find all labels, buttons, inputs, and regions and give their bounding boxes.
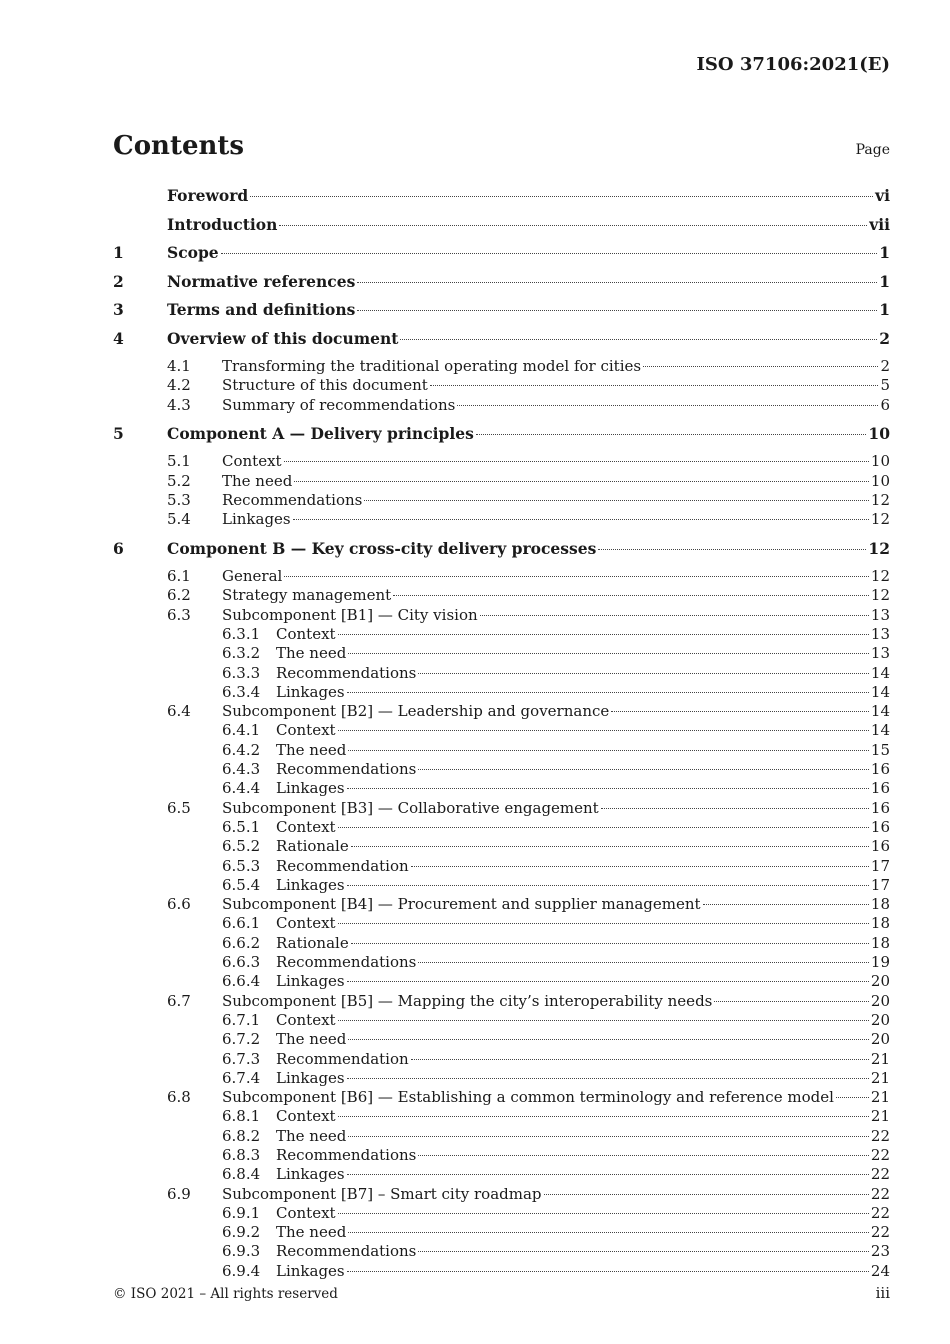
- toc-entry-number: 6.4: [167, 702, 191, 721]
- toc-entry-page: 21: [870, 1049, 890, 1068]
- toc-entry[interactable]: [113, 837, 890, 856]
- toc-entry-page: 21: [870, 1107, 890, 1126]
- toc-entry[interactable]: [113, 799, 890, 818]
- dot-leader: [221, 253, 878, 254]
- toc-entry[interactable]: [113, 1146, 890, 1165]
- toc-entry-number: 6.7.1: [222, 1010, 261, 1029]
- toc-entry-number: 6.8.3: [222, 1145, 261, 1164]
- dot-leader: [643, 366, 878, 367]
- dot-leader: [544, 1194, 869, 1195]
- toc-entry-number: 6.3.1: [222, 624, 261, 643]
- toc-entry-page: 14: [870, 663, 890, 682]
- toc-entry[interactable]: [113, 953, 890, 972]
- dot-leader: [601, 808, 869, 809]
- toc-entry-page: 14: [870, 721, 890, 740]
- dot-leader: [347, 1078, 869, 1079]
- dot-leader: [351, 846, 869, 847]
- toc-entry-page: 18: [870, 933, 890, 952]
- toc-entry[interactable]: [113, 1069, 890, 1088]
- toc-entry-number: 2: [113, 271, 124, 291]
- dot-leader: [418, 962, 869, 963]
- toc-entry-page: 23: [870, 1242, 890, 1261]
- toc-entry-title: Scope: [167, 243, 219, 262]
- toc-entry-page: 2: [879, 328, 890, 348]
- toc-entry-title: Structure of this document: [222, 376, 428, 395]
- toc-entry-page: 16: [870, 779, 890, 798]
- toc-entry-title: Linkages: [222, 510, 291, 529]
- toc-entry[interactable]: [113, 186, 890, 215]
- toc-entry[interactable]: [113, 1127, 890, 1146]
- toc-entry[interactable]: [113, 625, 890, 644]
- toc-entry-page: 10: [870, 471, 890, 490]
- toc-entry[interactable]: [113, 644, 890, 663]
- dot-leader: [418, 1251, 869, 1252]
- dot-leader: [364, 500, 869, 501]
- dot-leader: [351, 943, 869, 944]
- toc-entry-page: 12: [870, 586, 890, 605]
- toc-entry[interactable]: [113, 272, 890, 301]
- toc-entry[interactable]: [113, 491, 890, 510]
- copyright-notice: © ISO 2021 – All rights reserved: [113, 1286, 338, 1302]
- dot-leader: [284, 576, 869, 577]
- toc-entry-page: 13: [870, 644, 890, 663]
- toc-entry-number: 5.3: [167, 490, 191, 509]
- toc-entry-page: 14: [870, 682, 890, 701]
- toc-entry[interactable]: [113, 376, 890, 395]
- toc-entry-page: 22: [870, 1203, 890, 1222]
- toc-entry-page: 24: [870, 1261, 890, 1280]
- toc-entry-number: 6.9: [167, 1184, 191, 1203]
- toc-entry-title: Context: [276, 1010, 336, 1029]
- toc-entry-number: 6.5.2: [222, 837, 261, 856]
- dot-leader: [347, 981, 869, 982]
- toc-entry-title: Recommendations: [276, 1145, 417, 1164]
- toc-entry-page: 20: [870, 1030, 890, 1049]
- dot-leader: [284, 461, 869, 462]
- toc-entry-number: 6.8.2: [222, 1126, 261, 1145]
- toc-entry-title: The need: [222, 471, 293, 490]
- toc-entry[interactable]: [113, 934, 890, 953]
- toc-entry[interactable]: [113, 721, 890, 740]
- dot-leader: [348, 750, 869, 751]
- dot-leader: [357, 310, 877, 311]
- toc-entry-number: 5: [113, 423, 124, 443]
- toc-entry-page: 16: [870, 817, 890, 836]
- toc-entry[interactable]: [113, 895, 890, 914]
- toc-entry-page: 16: [870, 798, 890, 817]
- toc-entry-page: 15: [870, 740, 890, 759]
- dot-leader: [703, 904, 869, 905]
- toc-entry-title: Linkages: [276, 1068, 345, 1087]
- toc-entry-number: 4.2: [167, 376, 191, 395]
- dot-leader: [338, 827, 869, 828]
- toc-entry-number: 6.3.4: [222, 682, 261, 701]
- toc-entry-title: Transforming the traditional operating model for cities: [222, 357, 642, 375]
- dot-leader: [411, 1059, 869, 1060]
- toc-entry[interactable]: [113, 1242, 890, 1261]
- dot-leader: [347, 692, 869, 693]
- toc-entry-title: Context: [276, 721, 336, 740]
- toc-entry-title: General: [222, 567, 283, 586]
- toc-entry-title: Recommendation: [276, 856, 409, 875]
- toc-entry-title: Context: [276, 1203, 336, 1222]
- toc-entry-title: Linkages: [276, 1165, 345, 1184]
- toc-entry-page: 10: [868, 423, 890, 443]
- dot-leader: [338, 923, 869, 924]
- toc-entry-title: Introduction: [167, 214, 278, 234]
- toc-entry-page: 17: [870, 856, 890, 875]
- toc-entry-number: 6.4.2: [222, 740, 261, 759]
- dot-leader: [400, 339, 877, 340]
- toc-entry-page: 22: [870, 1223, 890, 1242]
- toc-entry-title: The need: [276, 740, 347, 759]
- toc-entry[interactable]: [113, 396, 890, 415]
- toc-entry-title: Rationale: [276, 837, 349, 856]
- toc-entry-title: Linkages: [276, 875, 345, 894]
- toc-entry[interactable]: [113, 300, 890, 329]
- page-number: iii: [875, 1284, 890, 1302]
- dot-leader: [347, 1174, 869, 1175]
- toc-entry-number: 6.7: [167, 991, 191, 1010]
- toc-entry[interactable]: [113, 1262, 890, 1281]
- dot-leader: [411, 866, 869, 867]
- toc-entry-page: 20: [870, 1010, 890, 1029]
- toc-entry-title: Linkages: [276, 779, 345, 798]
- toc-entry-number: 6.9.1: [222, 1203, 261, 1222]
- page-title: Contents: [113, 131, 245, 161]
- toc-entry-number: 6.3: [167, 605, 191, 624]
- toc-entry-number: 4.3: [167, 395, 191, 414]
- toc-entry-number: 3: [113, 300, 124, 319]
- toc-entry[interactable]: [113, 1107, 890, 1126]
- toc-entry-number: 6.6.2: [222, 933, 261, 952]
- toc-entry-page: 16: [870, 760, 890, 779]
- toc-entry-number: 6: [113, 538, 124, 558]
- toc-entry-page: vi: [875, 186, 890, 205]
- toc-entry-title: Strategy management: [222, 586, 392, 605]
- toc-entry-page: 21: [870, 1088, 890, 1107]
- toc-entry-number: 6.8: [167, 1088, 191, 1107]
- toc-entry-page: 12: [870, 567, 890, 586]
- toc-entry[interactable]: [113, 1223, 890, 1242]
- toc-entry-title: Subcomponent [B7] – Smart city roadmap: [222, 1184, 542, 1203]
- toc-entry-title: The need: [276, 1126, 347, 1145]
- toc-entry[interactable]: [113, 243, 890, 272]
- toc-entry-number: 6.7.3: [222, 1049, 261, 1068]
- toc-entry[interactable]: [113, 664, 890, 683]
- toc-entry-page: 19: [870, 953, 890, 972]
- toc-entry-number: 6.1: [167, 567, 191, 586]
- toc-entry[interactable]: [113, 876, 890, 895]
- dot-leader: [347, 885, 869, 886]
- toc-entry-page: 17: [870, 875, 890, 894]
- toc-entry-number: 6.4.1: [222, 721, 261, 740]
- dot-leader: [836, 1097, 869, 1098]
- dot-leader: [347, 1271, 869, 1272]
- toc-entry[interactable]: [113, 357, 890, 376]
- dot-leader: [348, 653, 869, 654]
- dot-leader: [348, 1232, 869, 1233]
- toc-entry-title: Linkages: [276, 1261, 345, 1280]
- toc-entry[interactable]: [113, 702, 890, 721]
- toc-entry-number: 5.2: [167, 471, 191, 490]
- toc-entry-page: 13: [870, 605, 890, 624]
- toc-entry-page: 12: [868, 538, 890, 558]
- dot-leader: [347, 788, 869, 789]
- toc-entry-number: 5.1: [167, 452, 191, 471]
- table-of-contents: [113, 186, 890, 1281]
- dot-leader: [338, 730, 869, 731]
- toc-entry[interactable]: [113, 586, 890, 605]
- toc-entry-page: 12: [870, 510, 890, 529]
- toc-entry-number: 6.3.3: [222, 663, 261, 682]
- toc-entry-title: Foreword: [167, 186, 249, 205]
- toc-entry[interactable]: [113, 1204, 890, 1223]
- toc-entry-title: The need: [276, 644, 347, 663]
- dot-leader: [294, 481, 869, 482]
- toc-entry-number: 6.8.1: [222, 1107, 261, 1126]
- toc-entry-number: 6.6.4: [222, 972, 261, 991]
- dot-leader: [279, 225, 867, 226]
- toc-entry-page: 20: [870, 991, 890, 1010]
- toc-entry[interactable]: [113, 567, 890, 586]
- toc-entry[interactable]: [113, 510, 890, 529]
- toc-entry[interactable]: [113, 1165, 890, 1184]
- toc-entry-page: 18: [870, 914, 890, 933]
- toc-entry[interactable]: [113, 539, 890, 568]
- toc-entry-title: Context: [276, 914, 336, 933]
- toc-entry-page: 13: [870, 624, 890, 643]
- dot-leader: [611, 711, 869, 712]
- toc-entry-number: 5.4: [167, 510, 191, 529]
- toc-entry[interactable]: [113, 472, 890, 491]
- toc-entry-number: 4: [113, 328, 124, 348]
- dot-leader: [476, 434, 867, 435]
- dot-leader: [293, 519, 869, 520]
- toc-entry[interactable]: [113, 779, 890, 798]
- toc-entry[interactable]: [113, 452, 890, 471]
- dot-leader: [418, 769, 869, 770]
- toc-entry[interactable]: [113, 1088, 890, 1107]
- toc-entry-number: 6.6: [167, 895, 191, 914]
- toc-entry-title: Normative references: [167, 271, 356, 291]
- toc-entry-page: 2: [880, 357, 890, 375]
- dot-leader: [338, 1020, 869, 1021]
- toc-entry-number: 6.5.1: [222, 817, 261, 836]
- toc-entry-title: The need: [276, 1030, 347, 1049]
- toc-entry-page: vii: [869, 214, 890, 234]
- dot-leader: [598, 549, 866, 550]
- toc-entry-page: 1: [879, 243, 890, 262]
- toc-entry-page: 21: [870, 1068, 890, 1087]
- page-column-label: Page: [855, 142, 890, 158]
- toc-entry-title: Subcomponent [B3] — Collaborative engagement: [222, 798, 599, 817]
- toc-entry-title: Terms and definitions: [167, 300, 356, 319]
- dot-leader: [348, 1039, 869, 1040]
- toc-entry-number: 6.5: [167, 798, 191, 817]
- toc-entry-title: Subcomponent [B6] — Establishing a common terminology and reference model: [222, 1088, 834, 1107]
- toc-entry-page: 14: [870, 702, 890, 721]
- dot-leader: [357, 282, 877, 283]
- toc-entry-title: Linkages: [276, 682, 345, 701]
- toc-entry-title: Component A — Delivery principles: [167, 423, 474, 443]
- dot-leader: [338, 634, 869, 635]
- dot-leader: [714, 1001, 869, 1002]
- toc-entry-page: 10: [870, 452, 890, 471]
- toc-entry-number: 6.7.4: [222, 1068, 261, 1087]
- toc-entry[interactable]: [113, 329, 890, 358]
- toc-entry[interactable]: [113, 1050, 890, 1069]
- toc-entry[interactable]: [113, 1011, 890, 1030]
- toc-entry-number: 6.7.2: [222, 1030, 261, 1049]
- toc-entry-title: Recommendations: [276, 760, 417, 779]
- toc-entry[interactable]: [113, 857, 890, 876]
- toc-entry-title: Overview of this document: [167, 328, 399, 348]
- toc-entry-number: 6.9.2: [222, 1223, 261, 1242]
- toc-entry-title: Context: [276, 1107, 336, 1126]
- dot-leader: [348, 1136, 869, 1137]
- toc-entry-number: 6.5.3: [222, 856, 261, 875]
- toc-entry-page: 6: [880, 395, 890, 414]
- toc-entry[interactable]: [113, 992, 890, 1011]
- toc-entry-page: 22: [870, 1126, 890, 1145]
- toc-entry-title: Recommendations: [222, 490, 363, 509]
- toc-entry-page: 22: [870, 1165, 890, 1184]
- toc-entry-title: Subcomponent [B2] — Leadership and governance: [222, 702, 610, 721]
- toc-entry[interactable]: [113, 606, 890, 625]
- toc-entry-title: Rationale: [276, 933, 349, 952]
- toc-entry-title: Summary of recommendations: [222, 395, 456, 414]
- dot-leader: [338, 1213, 869, 1214]
- toc-entry[interactable]: [113, 1030, 890, 1049]
- toc-entry-number: 6.4.4: [222, 779, 261, 798]
- toc-entry-number: 6.8.4: [222, 1165, 261, 1184]
- toc-entry-title: Context: [276, 817, 336, 836]
- toc-entry-title: Subcomponent [B1] — City vision: [222, 605, 478, 624]
- toc-entry-number: 6.2: [167, 586, 191, 605]
- toc-entry[interactable]: [113, 760, 890, 779]
- dot-leader: [418, 673, 869, 674]
- toc-entry-number: 4.1: [167, 357, 191, 375]
- toc-entry-title: Recommendations: [276, 663, 417, 682]
- toc-entry-page: 20: [870, 972, 890, 991]
- toc-entry-page: 22: [870, 1145, 890, 1164]
- toc-entry[interactable]: [113, 914, 890, 933]
- toc-entry-number: 6.5.4: [222, 875, 261, 894]
- toc-entry-page: 12: [870, 490, 890, 509]
- toc-entry-number: 1: [113, 243, 124, 262]
- toc-entry[interactable]: [113, 741, 890, 760]
- dot-leader: [418, 1155, 869, 1156]
- toc-entry-title: Component B — Key cross-city delivery processes: [167, 538, 597, 558]
- dot-leader: [457, 405, 878, 406]
- toc-entry-title: Subcomponent [B4] — Procurement and supplier management: [222, 895, 701, 914]
- toc-entry-page: 1: [879, 271, 890, 291]
- toc-entry-title: Recommendations: [276, 953, 417, 972]
- toc-entry[interactable]: [113, 818, 890, 837]
- dot-leader: [480, 615, 869, 616]
- toc-entry[interactable]: [113, 424, 890, 453]
- document-id: ISO 37106:2021(E): [696, 54, 890, 75]
- toc-entry-number: 6.6.1: [222, 914, 261, 933]
- dot-leader: [430, 385, 879, 386]
- toc-entry-title: Context: [276, 624, 336, 643]
- toc-entry-page: 5: [880, 376, 890, 395]
- toc-entry[interactable]: [113, 215, 890, 244]
- toc-entry-title: Subcomponent [B5] — Mapping the city’s interoperability needs: [222, 991, 713, 1010]
- dot-leader: [338, 1116, 869, 1117]
- toc-entry[interactable]: [113, 972, 890, 991]
- toc-entry-title: Recommendation: [276, 1049, 409, 1068]
- toc-entry[interactable]: [113, 1185, 890, 1204]
- toc-entry-page: 22: [870, 1184, 890, 1203]
- toc-entry-page: 18: [870, 895, 890, 914]
- toc-entry-number: 6.3.2: [222, 644, 261, 663]
- toc-entry-number: 6.9.4: [222, 1261, 261, 1280]
- toc-entry-page: 16: [870, 837, 890, 856]
- toc-entry-number: 6.6.3: [222, 953, 261, 972]
- toc-entry-number: 6.4.3: [222, 760, 261, 779]
- toc-entry[interactable]: [113, 683, 890, 702]
- toc-entry-title: Recommendations: [276, 1242, 417, 1261]
- toc-entry-title: Linkages: [276, 972, 345, 991]
- toc-entry-title: The need: [276, 1223, 347, 1242]
- toc-entry-page: 1: [879, 300, 890, 319]
- toc-entry-number: 6.9.3: [222, 1242, 261, 1261]
- dot-leader: [393, 595, 869, 596]
- dot-leader: [250, 196, 873, 197]
- toc-entry-title: Context: [222, 452, 282, 471]
